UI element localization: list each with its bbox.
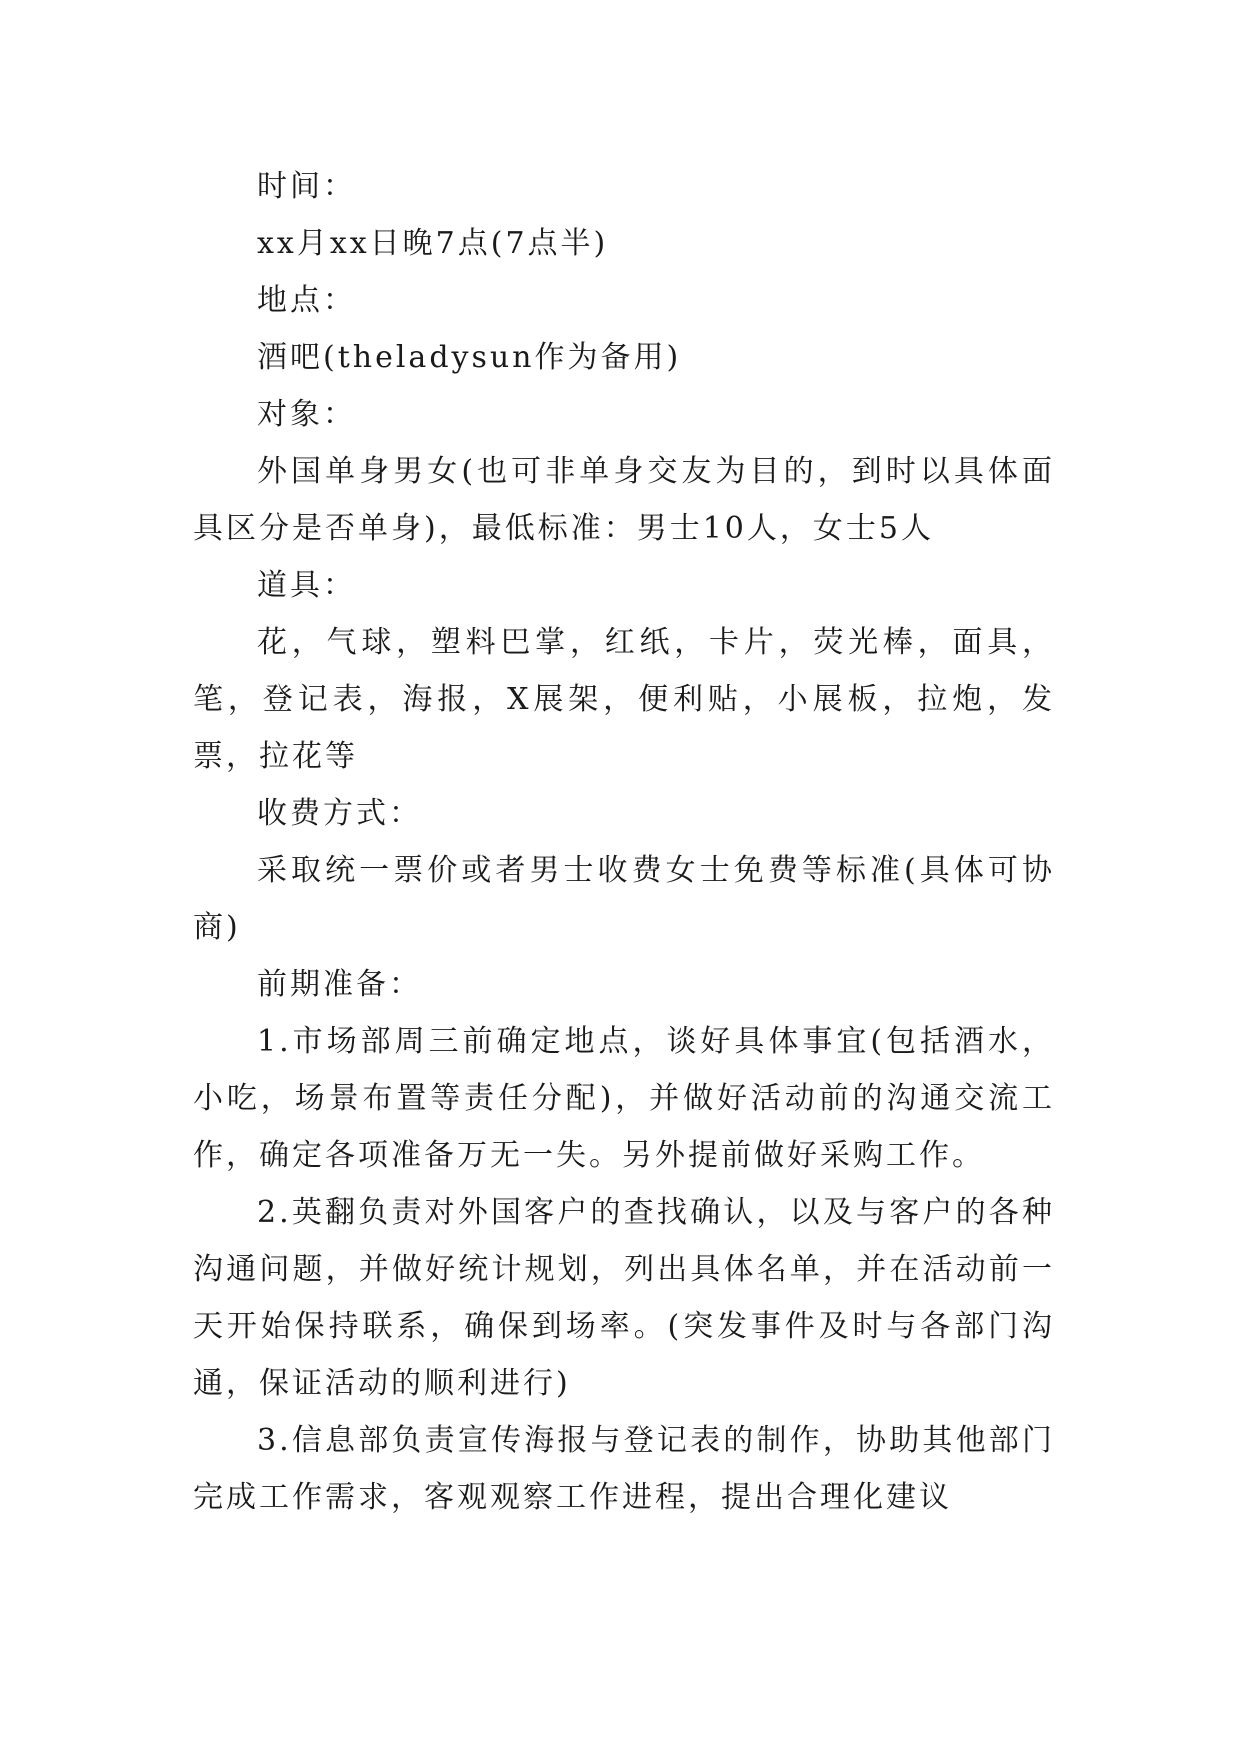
paragraph-props-label: 道具： (257, 568, 356, 603)
paragraph-preparation-item-1: 1.市场部周三前确定地点，谈好具体事宜(包括酒水，小吃，场景布置等责任分配)，并做好活动前的沟通交流工作，确定各项准备万无一失。另外提前做好采购工作。 (193, 1024, 1055, 1173)
paragraph-preparation-item-3: 3.信息部负责宣传海报与登记表的制作，协助其他部门完成工作需求，客观观察工作进程，提出合理化建议 (193, 1423, 1055, 1515)
paragraph-fee-value: 采取统一票价或者男士收费女士免费等标准(具体可协商) (193, 853, 1055, 945)
paragraph-preparation-label: 前期准备： (257, 967, 422, 1002)
paragraph-time-label: 时间： (257, 169, 356, 204)
document-body (193, 158, 1055, 1526)
paragraph-time-value: xx月xx日晚7点(7点半) (257, 226, 609, 261)
paragraph-location-label: 地点： (257, 283, 356, 318)
paragraph-fee-label: 收费方式： (257, 796, 422, 831)
paragraph-audience-label: 对象： (257, 397, 356, 432)
paragraph-preparation-item-2: 2.英翻负责对外国客户的查找确认，以及与客户的各种沟通问题，并做好统计规划，列出具体名单，并在活动前一天开始保持联系，确保到场率。(突发事件及时与各部门沟通，保证活动的顺利进行) (193, 1195, 1055, 1401)
paragraph-location-value: 酒吧(theladysun作为备用) (257, 340, 682, 375)
paragraph-props-value: 花，气球，塑料巴掌，红纸，卡片，荧光棒，面具，笔，登记表，海报，X展架，便利贴，小展板，拉炮，发票，拉花等 (193, 625, 1055, 774)
paragraph-audience-value: 外国单身男女(也可非单身交友为目的，到时以具体面具区分是否单身)，最低标准：男士10人，女士5人 (193, 454, 1055, 546)
